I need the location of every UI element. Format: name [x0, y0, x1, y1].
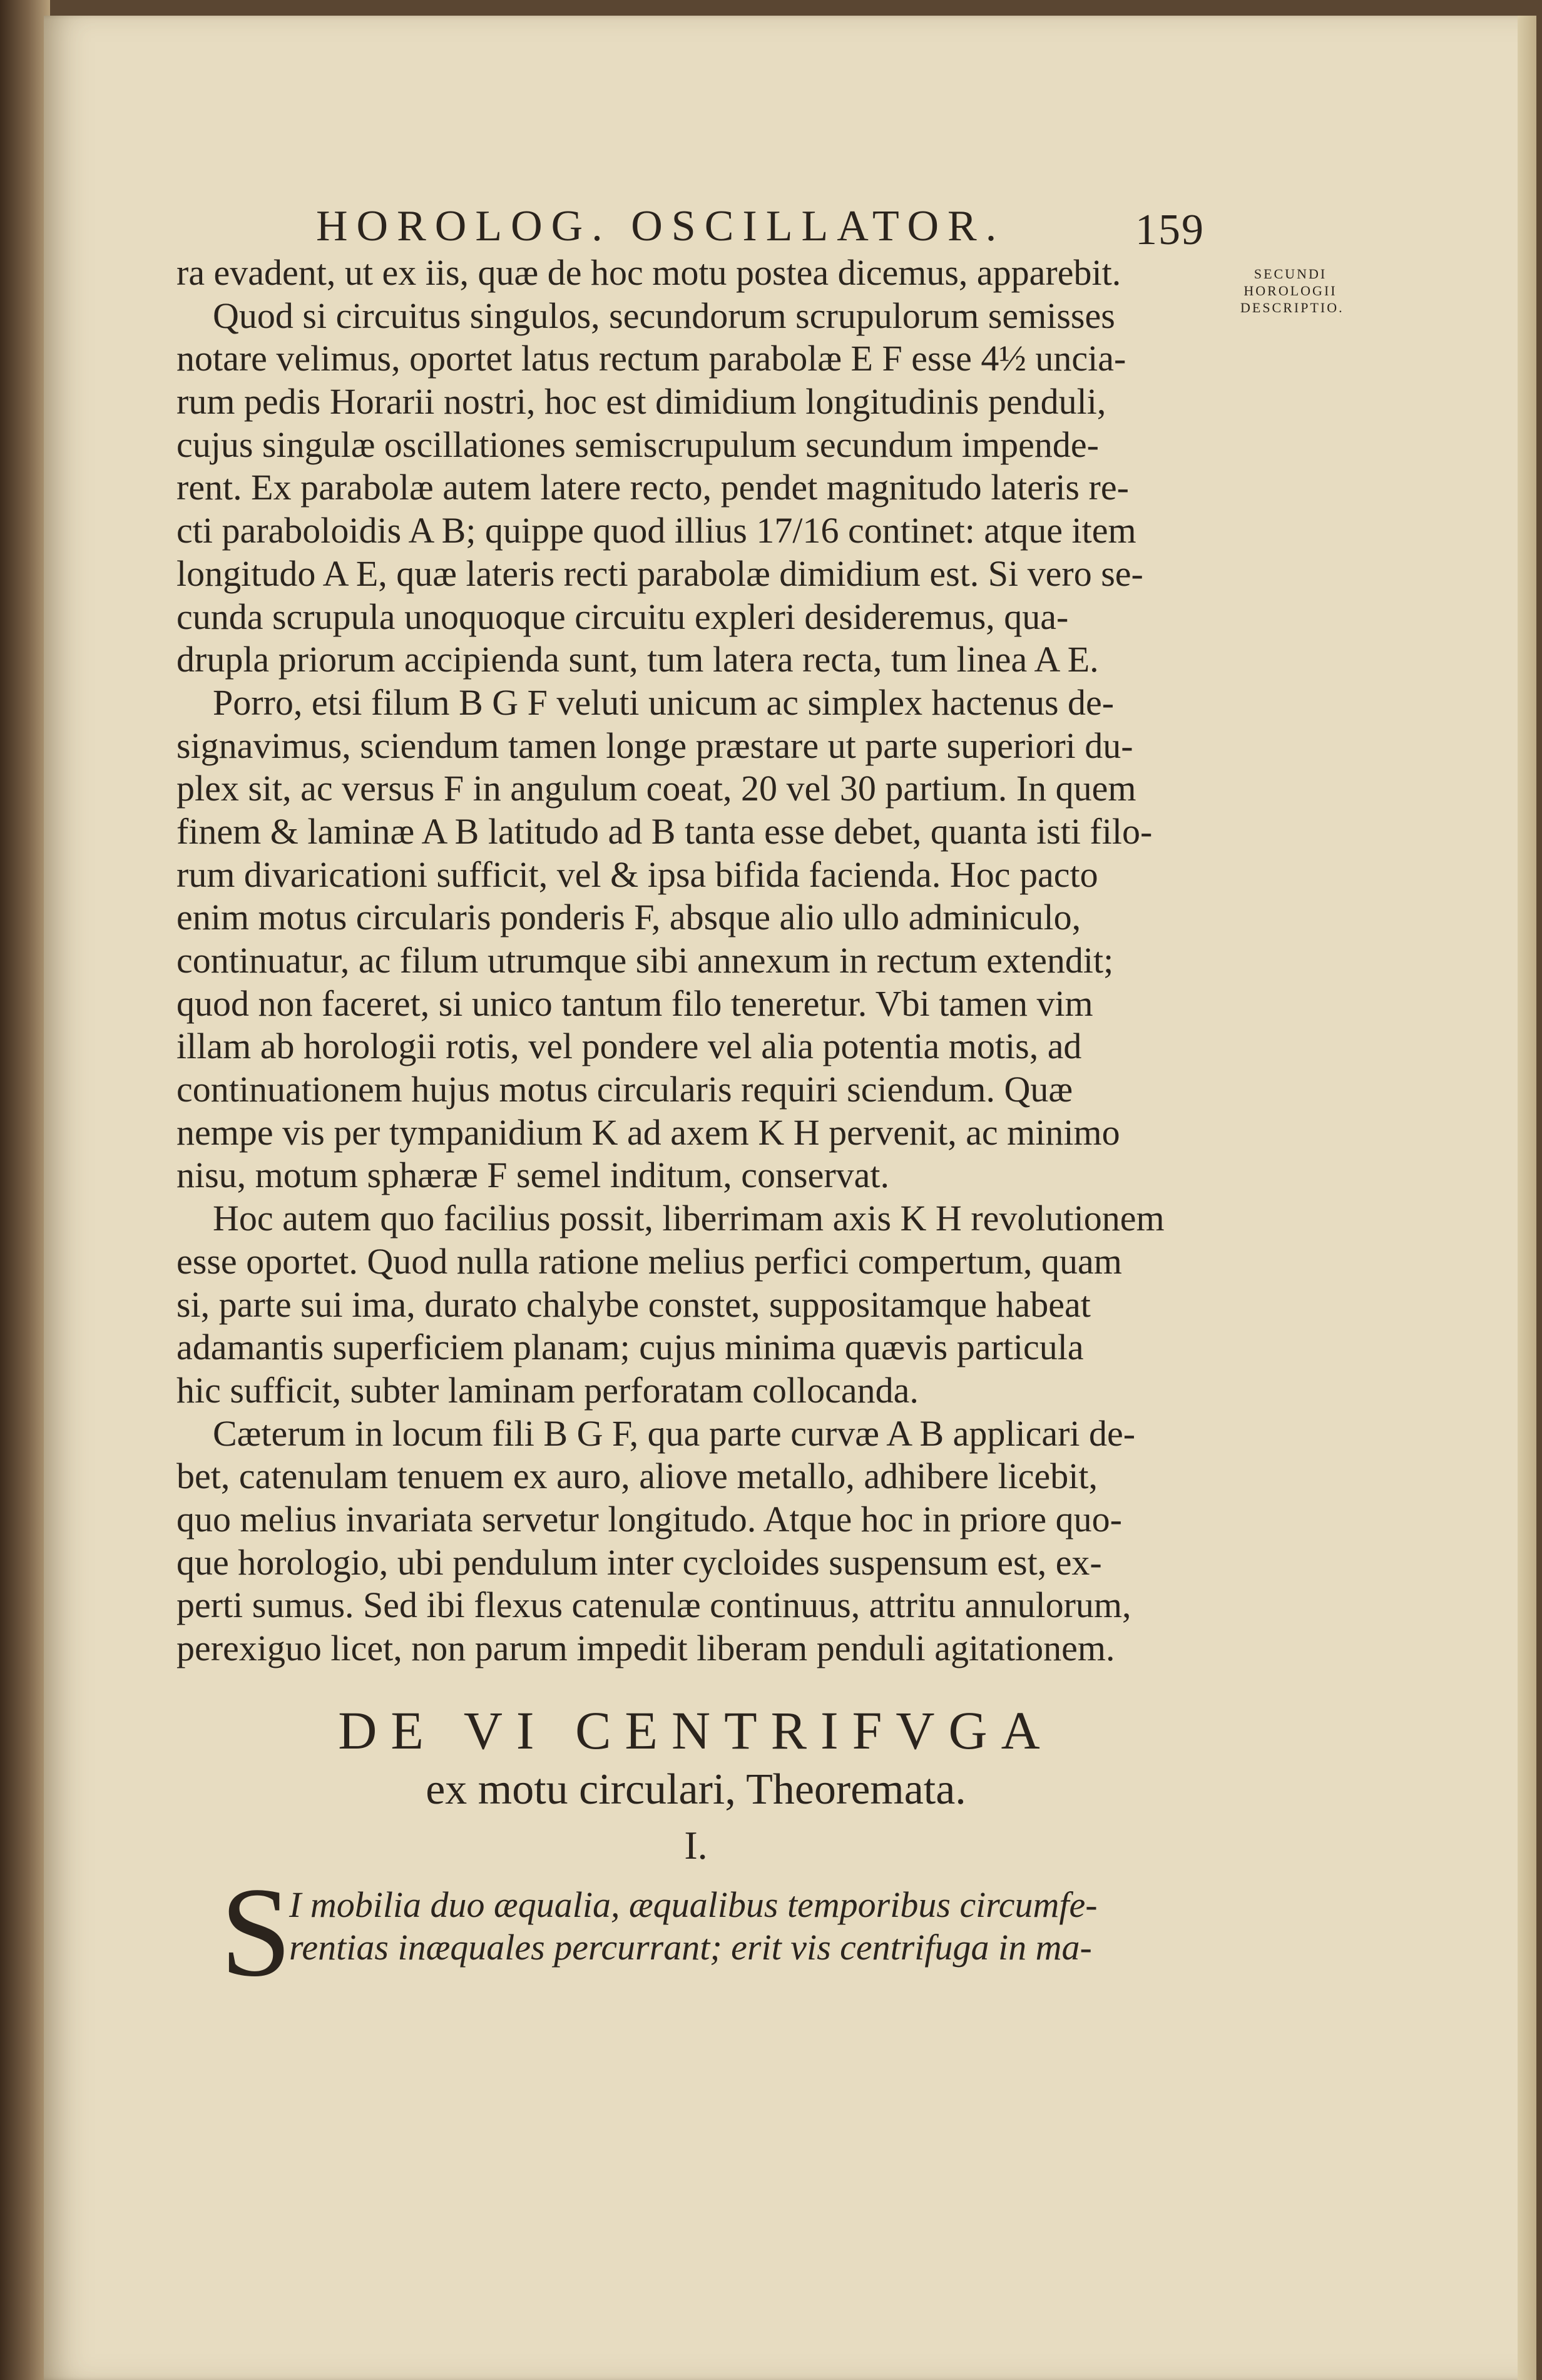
- text-line: rum divaricationi sufficit, vel & ipsa bifida facienda. Hoc pacto: [176, 854, 1098, 895]
- text-line: bet, catenulam tenuem ex auro, aliove metallo, adhibere licebit,: [176, 1456, 1098, 1497]
- text-line: quod non faceret, si unico tantum filo teneretur. Vbi tamen vim: [176, 983, 1093, 1024]
- page-edge: [1518, 16, 1536, 2380]
- text-line: drupla priorum accipienda sunt, tum latera recta, tum linea A E.: [176, 639, 1099, 680]
- text-line: cujus singulæ oscillationes semiscrupulum secundum impende-: [176, 424, 1099, 465]
- text-line: Cæterum in locum fili B G F, qua parte curvæ A B applicari de-: [213, 1412, 1136, 1454]
- text-line: rum pedis Horarii nostri, hoc est dimidium longitudinis penduli,: [176, 381, 1106, 422]
- text-line: plex sit, ac versus F in angulum coeat, 20 vel 30 partium. In quem: [176, 768, 1136, 809]
- text-line: quo melius invariata servetur longitudo. Atque hoc in priore quo-: [176, 1498, 1122, 1540]
- text-line: notare velimus, oportet latus rectum parabolæ E F esse 4½ uncia-: [176, 338, 1126, 379]
- theorem-text: [289, 1884, 1212, 1969]
- section-title-sub: ex motu circulari, Theoremata.: [426, 1765, 966, 1814]
- text-line: rent. Ex parabolæ autem latere recto, pendet magnitudo lateris re-: [176, 467, 1129, 508]
- text-line: que horologio, ubi pendulum inter cycloides suspensum est, ex-: [176, 1541, 1102, 1583]
- marginal-note-line: DESCRIPTIO.: [1240, 300, 1344, 315]
- section-title-main: DE VI CENTRIFVGA: [338, 1700, 1054, 1760]
- text-line: cti paraboloidis A B; quippe quod illius 17/16 continet: atque item: [176, 510, 1136, 551]
- text-line: esse oportet. Quod nulla ratione melius perfici compertum, quam: [176, 1240, 1122, 1282]
- text-line: signavimus, sciendum tamen longe præstare ut parte superiori du-: [176, 725, 1133, 766]
- book-spine: [0, 0, 50, 2380]
- text-line: Hoc autem quo facilius possit, liberrimam axis K H revolutionem: [213, 1198, 1165, 1239]
- text-line: Quod si circuitus singulos, secundorum scrupulorum semisses: [213, 295, 1115, 336]
- text-line: enim motus circularis ponderis F, absque alio ullo adminiculo,: [176, 897, 1081, 938]
- running-title: HOROLOG. OSCILLATOR.: [316, 202, 1006, 250]
- text-line: perexiguo licet, non parum impedit liberam penduli agitationem.: [176, 1628, 1115, 1668]
- marginal-note-line: SECUNDI: [1254, 266, 1327, 282]
- text-line: continuationem hujus motus circularis requiri sciendum. Quæ: [176, 1069, 1073, 1110]
- drop-cap: S: [220, 1861, 292, 2003]
- text-line: ra evadent, ut ex iis, quæ de hoc motu postea dicemus, apparebit.: [176, 252, 1121, 293]
- text-line: illam ab horologii rotis, vel pondere vel alia potentia motis, ad: [176, 1026, 1082, 1067]
- text-line: perti sumus. Sed ibi flexus catenulæ continuus, attritu annulorum,: [176, 1585, 1131, 1626]
- theorem-line: I mobilia duo æqualia, æqualibus temporibus circumfe-: [289, 1884, 1098, 1925]
- marginal-note-line: HOROLOGII: [1243, 283, 1337, 299]
- text-line: continuatur, ac filum utrumque sibi annexum in rectum extendit;: [176, 940, 1114, 981]
- text-line: cunda scrupula unoquoque circuitu expleri desideremus, qua-: [176, 596, 1069, 637]
- body-text: [176, 252, 1215, 1670]
- text-line: Porro, etsi filum B G F veluti unicum ac simplex hactenus de-: [213, 682, 1115, 723]
- text-line: hic sufficit, subter laminam perforatam collocanda.: [176, 1369, 919, 1411]
- text-line: adamantis superficiem planam; cujus minima quævis particula: [176, 1327, 1084, 1368]
- marginal-note: [1240, 265, 1344, 316]
- section-heading: [176, 1699, 1215, 1818]
- theorem-line: rentias inæquales percurrant; erit vis centrifuga in ma-: [289, 1927, 1092, 1968]
- text-line: nempe vis per tympanidium K ad axem K H pervenit, ac minimo: [176, 1111, 1120, 1153]
- text-line: nisu, motum sphæræ F semel inditum, conservat.: [176, 1155, 890, 1196]
- theorem-number: I.: [684, 1823, 708, 1867]
- text-line: finem & laminæ A B latitudo ad B tanta esse debet, quanta isti filo-: [176, 810, 1153, 852]
- text-line: longitudo A E, quæ lateris recti parabolæ dimidium est. Si vero se-: [176, 553, 1143, 594]
- text-line: si, parte sui ima, durato chalybe constet, suppositamque habeat: [176, 1284, 1091, 1325]
- page-number: 159: [1135, 206, 1205, 254]
